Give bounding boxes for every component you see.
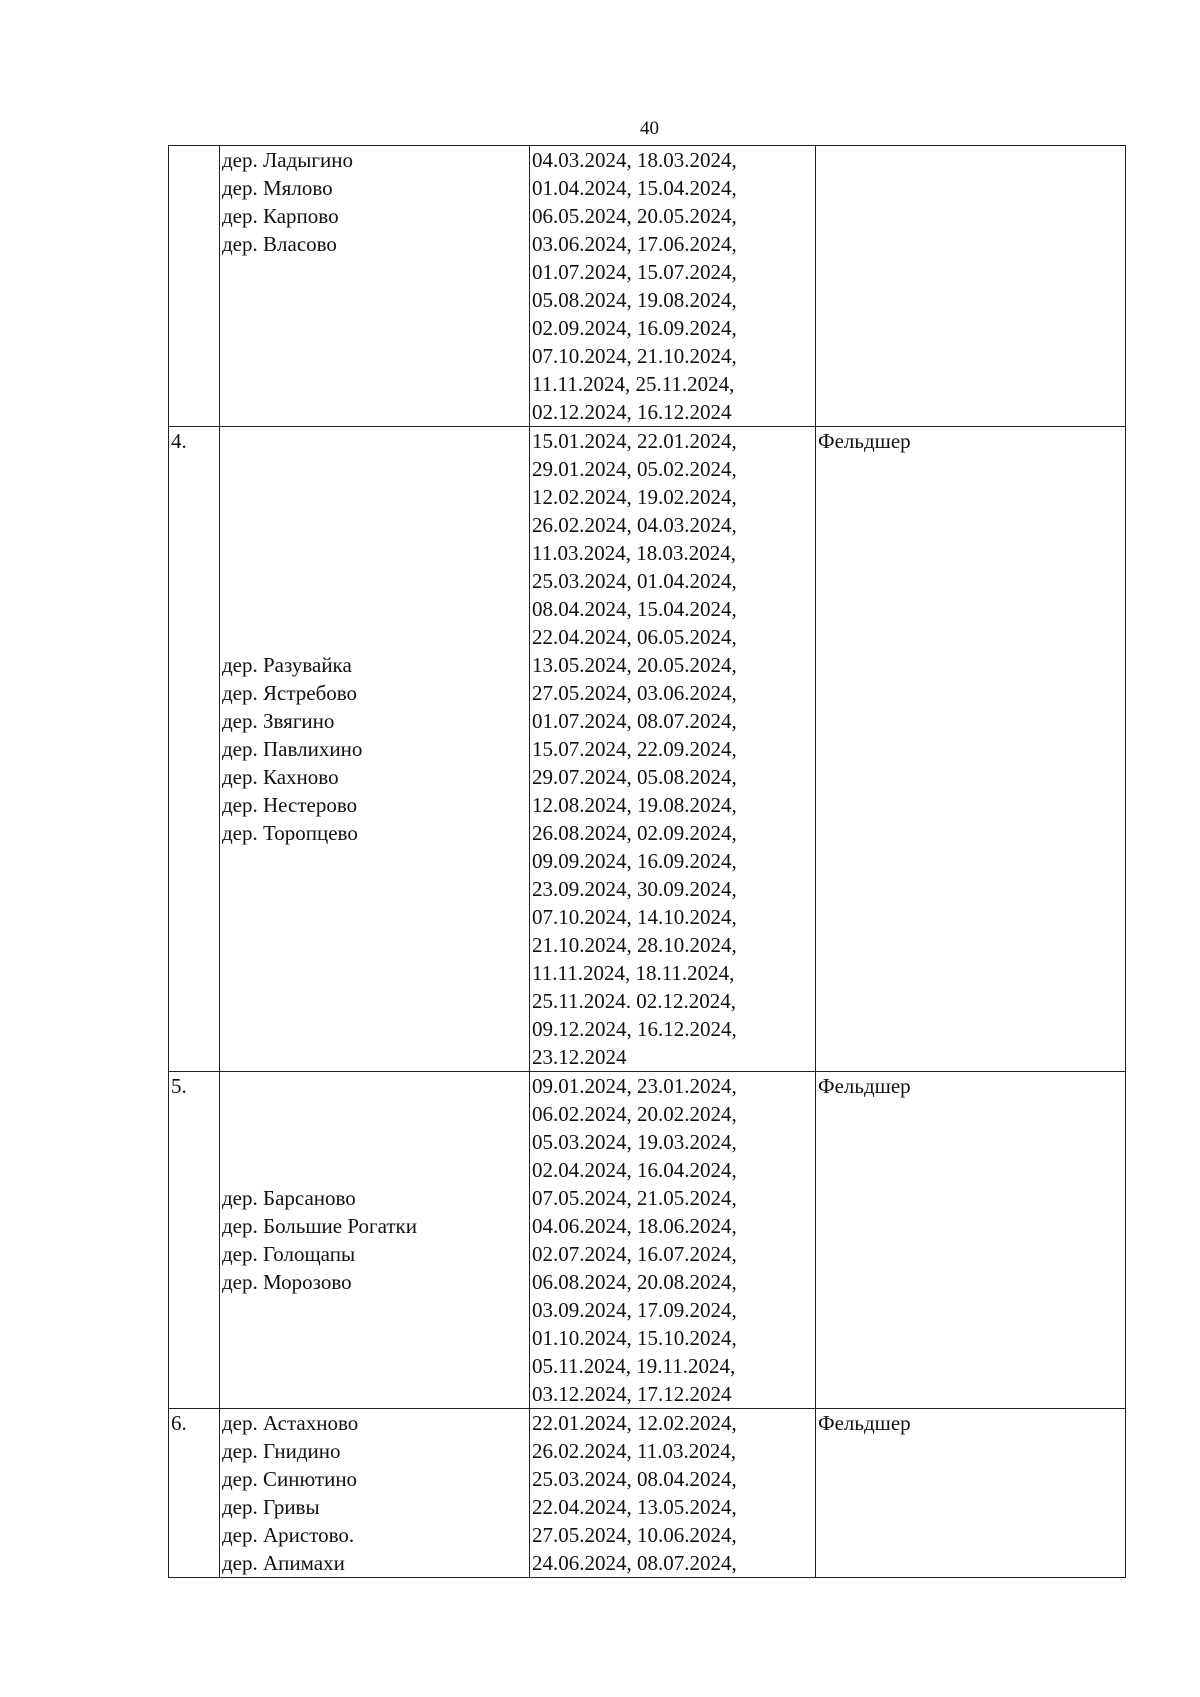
date-line: 02.09.2024, 16.09.2024,	[532, 316, 737, 340]
responsible-role: Фельдшер	[816, 1409, 1126, 1578]
date-line: 12.08.2024, 19.08.2024,	[532, 793, 737, 817]
date-line: 06.05.2024, 20.05.2024,	[532, 204, 737, 228]
date-line: 01.07.2024, 08.07.2024,	[532, 709, 737, 733]
date-line: 05.11.2024, 19.11.2024,	[532, 1354, 736, 1378]
date-line: 22.04.2024, 13.05.2024,	[532, 1495, 737, 1519]
village-name: дер. Ладыгино	[222, 148, 353, 172]
village-list	[220, 1072, 530, 1409]
visit-dates	[530, 1409, 816, 1578]
date-line: 15.07.2024, 22.09.2024,	[532, 737, 737, 761]
village-name: дер. Гнидино	[222, 1439, 341, 1463]
date-line: 26.02.2024, 11.03.2024,	[532, 1439, 736, 1463]
date-line: 23.12.2024	[532, 1045, 627, 1069]
village-name: дер. Нестерово	[222, 793, 358, 817]
village-name: дер. Карпово	[222, 204, 339, 228]
date-line: 06.08.2024, 20.08.2024,	[532, 1270, 737, 1294]
date-line: 21.10.2024, 28.10.2024,	[532, 933, 737, 957]
visit-dates	[530, 427, 816, 1072]
date-line: 02.12.2024, 16.12.2024	[532, 400, 732, 424]
village-name: дер. Большие Рогатки	[222, 1214, 417, 1238]
date-line: 29.01.2024, 05.02.2024,	[532, 457, 737, 481]
table-row	[169, 1409, 1126, 1578]
village-name: дер. Морозово	[222, 1270, 352, 1294]
village-name: дер. Власово	[222, 232, 337, 256]
date-line: 25.03.2024, 08.04.2024,	[532, 1467, 737, 1491]
responsible-role: Фельдшер	[816, 427, 1126, 1072]
date-line: 02.07.2024, 16.07.2024,	[532, 1242, 737, 1266]
date-line: 03.12.2024, 17.12.2024	[532, 1382, 732, 1406]
table-row	[169, 1072, 1126, 1409]
village-name: дер. Ястребово	[222, 681, 358, 705]
date-line: 22.01.2024, 12.02.2024,	[532, 1411, 737, 1435]
date-line: 13.05.2024, 20.05.2024,	[532, 653, 737, 677]
village-name: дер. Астахново	[222, 1411, 359, 1435]
village-list	[220, 427, 530, 1072]
row-number: 6.	[169, 1409, 220, 1578]
date-line: 09.01.2024, 23.01.2024,	[532, 1074, 737, 1098]
village-name: дер. Синютино	[222, 1467, 358, 1491]
date-line: 04.03.2024, 18.03.2024,	[532, 148, 737, 172]
date-line: 23.09.2024, 30.09.2024,	[532, 877, 737, 901]
date-line: 22.04.2024, 06.05.2024,	[532, 625, 737, 649]
village-name: дер. Разувайка	[222, 653, 352, 677]
date-line: 01.10.2024, 15.10.2024,	[532, 1326, 737, 1350]
date-line: 05.08.2024, 19.08.2024,	[532, 288, 737, 312]
date-line: 27.05.2024, 10.06.2024,	[532, 1523, 737, 1547]
date-line: 02.04.2024, 16.04.2024,	[532, 1158, 737, 1182]
date-line: 26.02.2024, 04.03.2024,	[532, 513, 737, 537]
village-name: дер. Апимахи	[222, 1551, 345, 1575]
date-line: 04.06.2024, 18.06.2024,	[532, 1214, 737, 1238]
responsible-role: Фельдшер	[816, 1072, 1126, 1409]
date-line: 09.09.2024, 16.09.2024,	[532, 849, 737, 873]
date-line: 27.05.2024, 03.06.2024,	[532, 681, 737, 705]
village-list	[220, 146, 530, 427]
date-line: 01.07.2024, 15.07.2024,	[532, 260, 737, 284]
row-number: 4.	[169, 427, 220, 1072]
visit-dates	[530, 146, 816, 427]
date-line: 25.03.2024, 01.04.2024,	[532, 569, 737, 593]
date-line: 11.11.2024, 25.11.2024,	[532, 372, 735, 396]
village-name: дер. Звягино	[222, 709, 335, 733]
date-line: 05.03.2024, 19.03.2024,	[532, 1130, 737, 1154]
village-name: дер. Павлихино	[222, 737, 363, 761]
date-line: 03.09.2024, 17.09.2024,	[532, 1298, 737, 1322]
date-line: 29.07.2024, 05.08.2024,	[532, 765, 737, 789]
village-name: дер. Кахново	[222, 765, 339, 789]
visit-dates	[530, 1072, 816, 1409]
village-name: дер. Барсаново	[222, 1186, 356, 1210]
date-line: 25.11.2024. 02.12.2024,	[532, 989, 736, 1013]
date-line: 12.02.2024, 19.02.2024,	[532, 485, 737, 509]
row-number	[169, 146, 220, 427]
village-name: дер. Аристово.	[222, 1523, 355, 1547]
date-line: 09.12.2024, 16.12.2024,	[532, 1017, 737, 1041]
date-line: 06.02.2024, 20.02.2024,	[532, 1102, 737, 1126]
responsible-role	[816, 146, 1126, 427]
village-name: дер. Мялово	[222, 176, 333, 200]
date-line: 07.05.2024, 21.05.2024,	[532, 1186, 737, 1210]
date-line: 26.08.2024, 02.09.2024,	[532, 821, 737, 845]
row-number: 5.	[169, 1072, 220, 1409]
date-line: 01.04.2024, 15.04.2024,	[532, 176, 737, 200]
page-number: 40	[640, 118, 659, 139]
table-row	[169, 146, 1126, 427]
village-name: дер. Голощапы	[222, 1242, 356, 1266]
village-name: дер. Гривы	[222, 1495, 320, 1519]
date-line: 08.04.2024, 15.04.2024,	[532, 597, 737, 621]
village-list	[220, 1409, 530, 1578]
village-name: дер. Торопцево	[222, 821, 358, 845]
date-line: 07.10.2024, 21.10.2024,	[532, 344, 737, 368]
date-line: 24.06.2024, 08.07.2024,	[532, 1551, 737, 1575]
date-line: 03.06.2024, 17.06.2024,	[532, 232, 737, 256]
date-line: 15.01.2024, 22.01.2024,	[532, 429, 737, 453]
date-line: 11.03.2024, 18.03.2024,	[532, 541, 736, 565]
date-line: 07.10.2024, 14.10.2024,	[532, 905, 737, 929]
schedule-table	[168, 145, 1126, 1578]
date-line: 11.11.2024, 18.11.2024,	[532, 961, 735, 985]
table-row	[169, 427, 1126, 1072]
